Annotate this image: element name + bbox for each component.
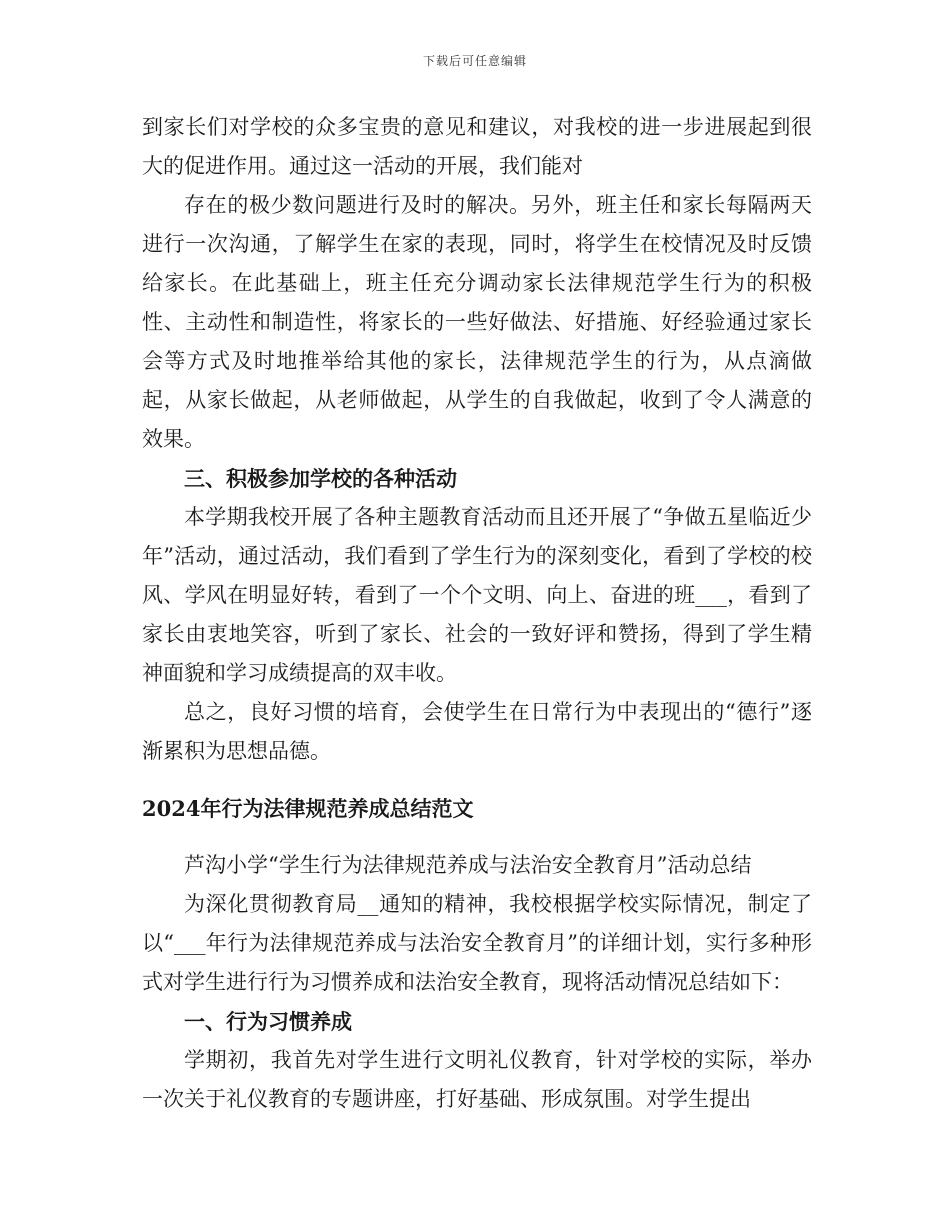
paragraph: 总之，良好习惯的培育，会使学生在日常行为中表现出的“德行”逐渐累积为思想品德。 [142,700,812,763]
document-title: 2024年行为法律规范养成总结范文 [142,796,474,821]
section-heading: 一、行为习惯养成 [184,1009,352,1034]
subtitle-paragraph: 芦沟小学“学生行为法律规范养成与法治安全教育月”活动总结 [184,853,752,877]
document-body [142,108,812,1119]
paragraph: 存在的极少数问题进行及时的解决。另外，班主任和家长每隔两天进行一次沟通，了解学生在家的表现，同时，将学生在校情况及时反馈给家长。在此基础上，班主任充分调动家长法律规范学生行为的积极性、主动性和制造性，将家长的一些好做法、好措施、好经验通过家长会等方式及时地推举给其他的家长，法律规范学生的行为，从点滴做起，从家长做起，从老师做起，从学生的自我做起，收到了令人满意的效果。 [142,193,812,451]
paragraph: 本学期我校开展了各种主题教育活动而且还开展了“争做五星临近少年”活动，通过活动，我们看到了学生行为的深刻变化，看到了学校的校风、学风在明显好转，看到了一个个文明、向上、奋进的班___，看到了家长由衷地笑容，听到了家长、社会的一致好评和赞扬，得到了学生精神面貌和学习成绩提高的双丰收。 [142,505,812,685]
page-header-note: 下载后可任意编辑 [422,54,527,68]
section-heading: 三、积极参加学校的各种活动 [184,466,457,491]
paragraph: 为深化贯彻教育局__通知的精神，我校根据学校实际情况，制定了以“___年行为法律规范养成与法治安全教育月”的详细计划，实行多种形式对学生进行行为习惯养成和法治安全教育，现将活动情况总结如下： [142,892,812,994]
paragraph-continuation: 到家长们对学校的众多宝贵的意见和建议，对我校的进一步进展起到很大的促进作用。通过这一活动的开展，我们能对 [142,115,812,178]
paragraph: 学期初，我首先对学生进行文明礼仪教育，针对学校的实际，举办一次关于礼仪教育的专题讲座，打好基础、形成氛围。对学生提出 [142,1048,812,1111]
